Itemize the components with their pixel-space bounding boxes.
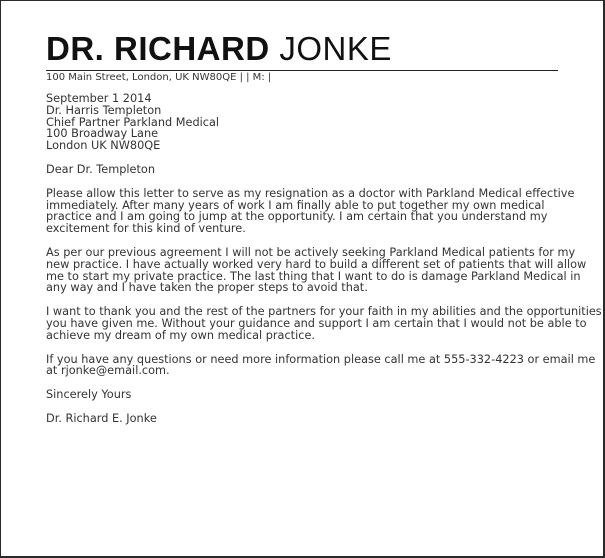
closing-text: Sincerely Yours: [46, 388, 132, 402]
paragraph-line: immediately. After many years of work I am finally able to put together my own medical: [46, 198, 545, 212]
paragraph-2: [46, 245, 587, 295]
paragraph-line: I want to thank you and the rest of the partners for your faith in my abilities and the opportunities: [46, 305, 602, 319]
salutation: [46, 164, 562, 176]
paragraph-1: [46, 186, 575, 236]
paragraph-line: achieve my dream of my own medical practice.: [46, 328, 315, 342]
letterhead-contact-line: 100 Main Street, London, UK NW80QE | | M: |: [46, 72, 272, 83]
letter-date: September 1 2014: [46, 92, 152, 105]
letterhead-first-name: DR. RICHARD: [46, 30, 270, 67]
paragraph-line: If you have any questions or need more information please call me at 555-332-4223 or email me: [46, 352, 596, 366]
letterhead-last-name: JONKE: [279, 30, 392, 67]
letter-body: [46, 92, 602, 437]
paragraph-line: practice and I am going to jump at the opportunity. I am certain that you understand my: [46, 210, 548, 224]
signature-text: Dr. Richard E. Jonke: [46, 411, 157, 425]
paragraph-4: [46, 352, 596, 378]
paragraph-line: you have given me. Without your guidance and support I am certain that I would not be able to: [46, 316, 587, 330]
recipient-city: London UK NW80QE: [46, 139, 161, 153]
paragraph-line: me to start my private practice. The last thing that I want to do is damage Parkland Medical in: [46, 269, 581, 283]
letterhead-name: [46, 30, 392, 68]
paragraph-line: at rjonke@email.com.: [46, 364, 170, 378]
paragraph-line: any way and I have taken the proper steps to avoid that.: [46, 281, 368, 295]
salutation-text: Dear Dr. Templeton: [46, 162, 155, 176]
paragraph-line: As per our previous agreement I will not be actively seeking Parkland Medical patients for my: [46, 245, 576, 259]
recipient-block: [46, 93, 562, 152]
recipient-title: Chief Partner Parkland Medical: [46, 115, 220, 129]
recipient-name: Dr. Harris Templeton: [46, 103, 162, 117]
signature: [46, 413, 562, 425]
letterhead-divider: [46, 70, 558, 71]
paragraph-line: Please allow this letter to serve as my resignation as a doctor with Parkland Medical effective: [46, 186, 575, 200]
closing: [46, 389, 562, 401]
recipient-street: 100 Broadway Lane: [46, 127, 159, 141]
paragraph-line: excitement for this kind of venture.: [46, 222, 246, 236]
paragraph-3: [46, 305, 602, 342]
paragraph-line: new practice. I have actually worked very hard to build a different set of patients that will allow: [46, 257, 587, 271]
